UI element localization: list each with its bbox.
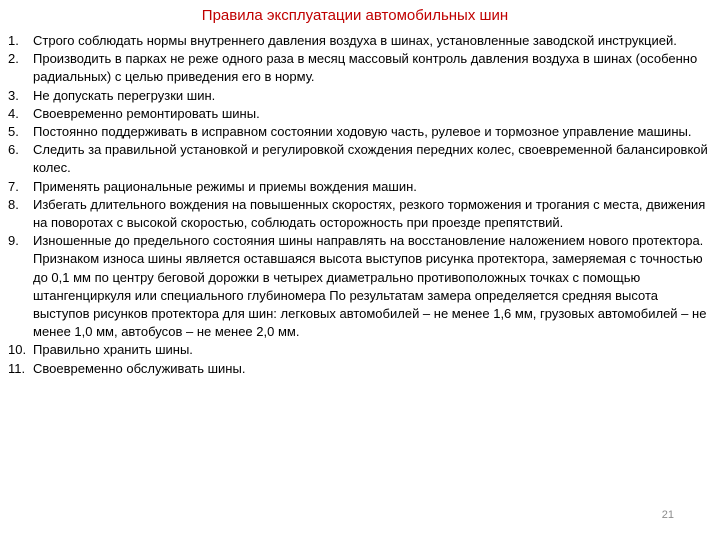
rule-number: 10. [8, 342, 27, 358]
rule-text: Следить за правильной установкой и регулировкой схождения передних колес, своевременной балансировкой колес. [33, 142, 708, 176]
rule-text: Правильно хранить шины. [33, 342, 193, 358]
rule-text: Не допускать перегрузки шин. [33, 87, 216, 103]
rule-item-2 [8, 50, 708, 86]
rule-number: 9. [8, 233, 19, 249]
rule-item-7 [8, 178, 708, 196]
rules-list [8, 32, 708, 378]
rule-text: Применять рациональные режимы и приемы вождения машин. [33, 178, 417, 194]
rule-number: 11. [8, 360, 26, 376]
rule-text: Избегать длительного вождения на повышенных скоростях, резкого торможения и трогания с места, движения на поворотах с высокой скоростью, соблюдать осторожность при проезде препятствий. [33, 196, 706, 231]
rule-item-11 [8, 360, 708, 378]
rule-item-10 [8, 341, 708, 359]
rule-text: Постоянно поддерживать в исправном состоянии ходовую часть, рулевое и тормозное управление машины. [33, 124, 692, 140]
rule-item-8 [8, 196, 708, 232]
rule-number: 7. [8, 178, 19, 194]
rule-number: 1. [8, 33, 19, 48]
rule-item-9 [8, 232, 708, 341]
rule-text: Изношенные до предельного состояния шины направлять на восстановление наложением нового протектора. Признаком износа шины является оставшаяся высота выступов рисунка протектора, замеряемая с точностью до 0,1 мм по центру беговой дорожки в четырех диаметрально противоположных точках с помощью штангенциркуля или специального глубиномера По результатам замера определяется средняя высота выступов рисунков протектора для шин: легковых автомобилей – не менее 1,6 мм, грузовых автомобилей – не менее 1,0 мм, автобусов – не менее 2,0 мм. [33, 233, 707, 340]
rule-item-1 [8, 32, 708, 50]
rule-number: 5. [8, 124, 19, 140]
rule-number: 2. [8, 51, 19, 67]
rule-item-3 [8, 87, 708, 105]
rule-item-5 [8, 123, 708, 141]
rule-number: 3. [8, 87, 19, 103]
rule-number: 4. [8, 105, 19, 121]
slide-title: Правила эксплуатации автомобильных шин [201, 7, 509, 24]
rule-text: Строго соблюдать нормы внутреннего давления воздуха в шинах, установленные заводской инструкцией. [33, 33, 677, 48]
rule-item-4 [8, 105, 708, 123]
page-number: 21 [661, 509, 674, 521]
rule-text: Своевременно ремонтировать шины. [33, 105, 260, 121]
rule-number: 8. [8, 196, 19, 212]
rule-text: Производить в парках не реже одного раза в месяц массовый контроль давления воздуха в шинах (особенно радиальных) с целью приведения его в норму. [33, 51, 698, 85]
rule-text: Своевременно обслуживать шины. [33, 360, 246, 376]
rule-number: 6. [8, 142, 19, 158]
rule-item-6 [8, 141, 708, 177]
